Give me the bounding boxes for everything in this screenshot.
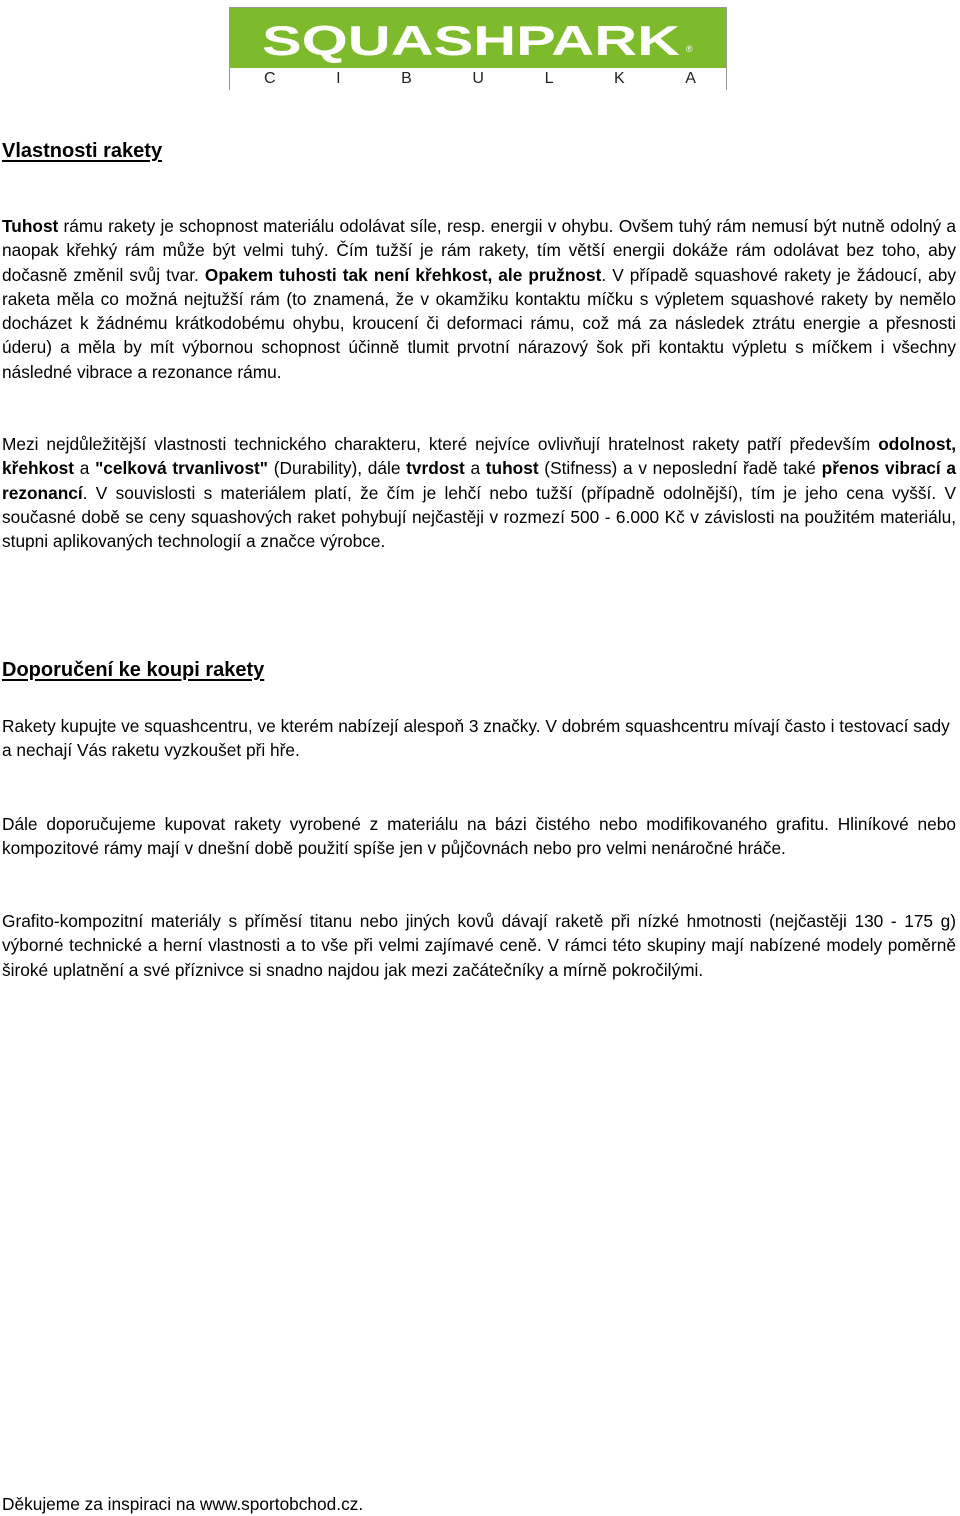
paragraph-buy-in-squashcentre: Rakety kupujte ve squashcentru, ve kterém nabízejí alespoň 3 značky. V dobrém squashcentru mívají často i testovací sady a nechají Vás raketu vyzkoušet při hře. (2, 716, 950, 761)
logo-letter: C (264, 70, 276, 87)
body-text: . V souvislosti s materiálem platí, že čím je lehčí nebo tužší (případně odolnější), tím je jeho cena vyšší. V současné době se ceny squashových raket pohybují nejčastěji v rozmezí 500 - 6.000 Kč v závislosti na použitém materiálu, stupni aplikovaných technologií a značce výrobce. (2, 482, 956, 552)
paragraph-key-properties (2, 432, 956, 553)
paragraph-stiffness (2, 214, 956, 384)
body-text: a (464, 458, 486, 479)
logo-letter: A (685, 70, 696, 87)
body-text: (Durability), dále (268, 458, 407, 479)
logo-wordmark (230, 8, 726, 68)
bold-text: "celková trvanlivost" (95, 458, 269, 479)
registered-mark: ® (686, 44, 693, 54)
bold-text: Tuhost (2, 216, 59, 236)
paragraph-graphite-composite: Grafito-kompozitní materiály s příměsí titanu nebo jiných kovů dávají raketě při nízké hmotnosti (nejčastěji 130 - 175 g) výborné technické a herní vlastnosti a to vše při velmi zajímavé ceně. V rámci této skupiny mají nabízené modely poměrně široké uplatnění a své příznivce si snadno najdou jak mezi začátečníky a mírně pokročilými. (2, 911, 956, 980)
body-text: a (74, 458, 96, 479)
logo-subtitle (230, 68, 726, 90)
logo-letter: B (401, 70, 412, 87)
body-text: rámu rakety je schopnost materiálu odolávat síle, resp. energii v ohybu. Ovšem tuhý rám nemusí být nutně odolný a naopak křehký rám může být velmi tuhý. Čím tužší je rám rakety, tím větší energii dokáže rám odolávat bez toho, aby dočasně změnil svůj tvar. (2, 216, 956, 285)
logo-letter: I (336, 70, 341, 87)
paragraph-graphite-material: Dále doporučujeme kupovat rakety vyrobené z materiálu na bázi čistého nebo modifikovaného grafitu. Hliníkové nebo kompozitové rámy mají v dnešní době použití spíše jen v půjčovnách nebo pro velmi nenáročné hráče. (2, 814, 956, 859)
squashpark-logo (229, 7, 727, 90)
bold-text: přenos vibrací a rezonancí (2, 458, 957, 503)
bold-text: odolnost, křehkost (2, 434, 956, 479)
body-text: (Stifness) a v neposlední řadě také (538, 458, 822, 479)
logo-letter: L (544, 70, 554, 87)
bold-text: tuhost (485, 458, 539, 479)
body-text: Mezi nejdůležitější vlastnosti technického charakteru, které nejvíce ovlivňují hratelnost rakety patří především (2, 434, 879, 454)
body-text: . V případě squashové rakety je žádoucí, aby raketa měla co možná nejtužší rám (to znamená, že v okamžiku kontaktu míčku s výpletem squashové rakety by nemělo docházet k žádnému krátkodobému ohybu, kroucení či deformaci rámu, což má za následek ztrátu energie a přesnosti úderu) a měla by mít výbornou schopnost účinně tlumit prvotní nárazový šok při kontaktu výpletu s míčkem i všechny následné vibrace a rezonance rámu. (2, 264, 956, 382)
bold-text: Opakem tuhosti tak není křehkost, ale pružnost (204, 264, 602, 285)
logo-letter: U (472, 70, 484, 87)
footer-credit: Děkujeme za inspiraci na www.sportobchod.cz. (2, 1494, 364, 1514)
logo-letter: K (614, 70, 625, 87)
bold-text: tvrdost (406, 458, 465, 479)
logo-wordmark-text: SQUASHPARK (262, 17, 680, 64)
section-heading-properties: Vlastnosti rakety (2, 140, 163, 162)
section-heading-recommendation: Doporučení ke koupi rakety (2, 659, 265, 681)
